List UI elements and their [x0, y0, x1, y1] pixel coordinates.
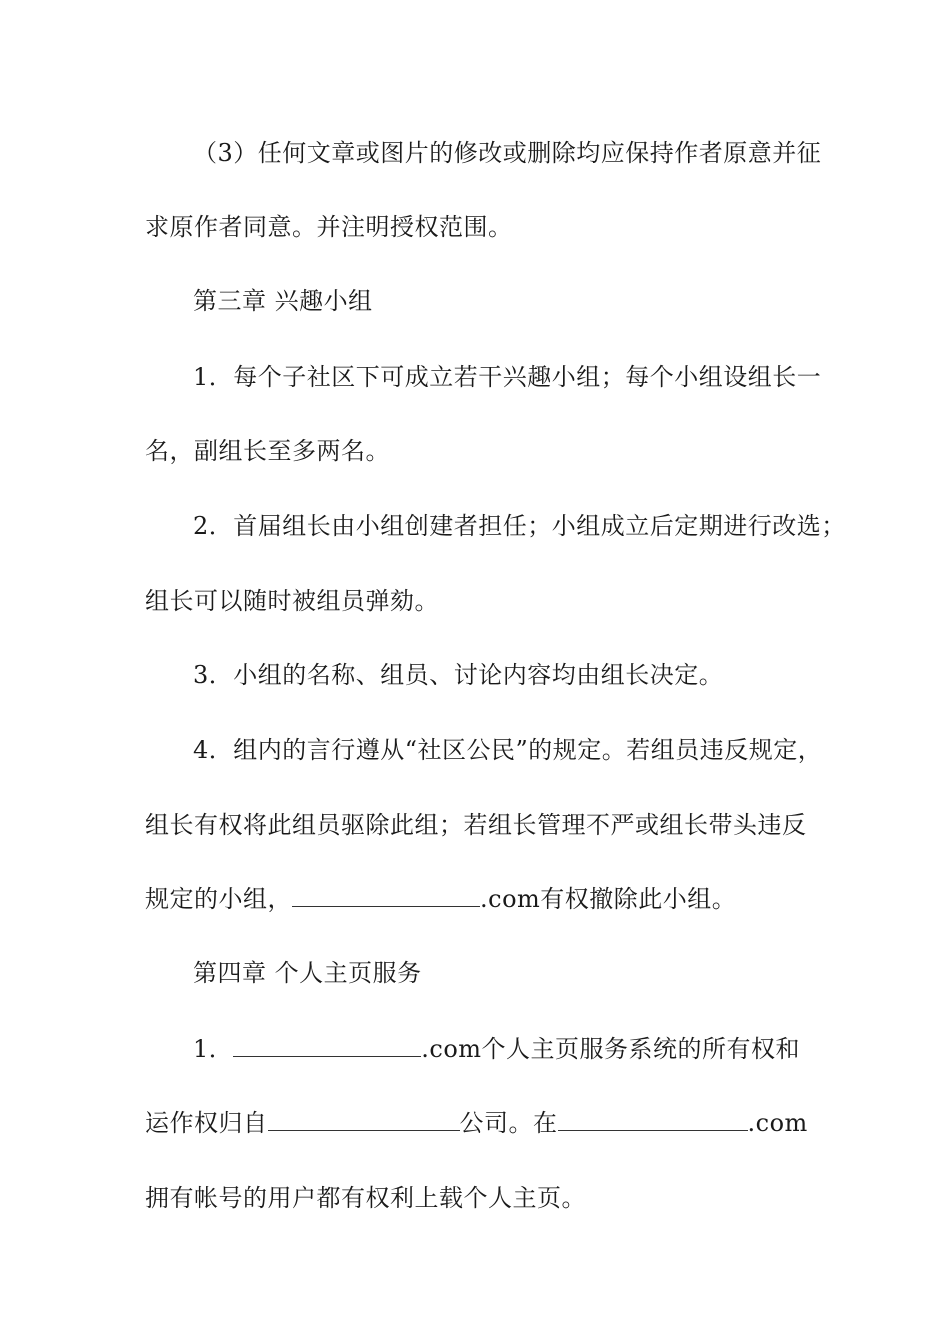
- chapter-heading: 第四章 个人主页服务: [193, 959, 422, 987]
- text-segment: .com有权撤除此小组。: [480, 885, 737, 913]
- text-segment: .com个人主页服务系统的所有权和: [421, 1035, 801, 1063]
- paragraph-line: 拥有帐号的用户都有权利上载个人主页。: [145, 1184, 586, 1212]
- paragraph-line: 求原作者同意。并注明授权范围。: [145, 213, 513, 241]
- paragraph-line: 3．小组的名称、组员、讨论内容均由组长决定。: [193, 661, 724, 689]
- chapter-heading: 第三章 兴趣小组: [193, 287, 373, 315]
- text-segment: .com: [747, 1109, 808, 1137]
- blank-underline: [292, 884, 480, 907]
- text-segment: 公司。在: [459, 1109, 558, 1137]
- paragraph-line: [193, 1034, 800, 1064]
- text-segment: 运作权归自: [145, 1109, 268, 1137]
- paragraph-line: [145, 884, 736, 914]
- paragraph-line: 组长可以随时被组员弹劾。: [145, 587, 439, 615]
- paragraph-line: [145, 1108, 808, 1138]
- blank-underline: [233, 1034, 421, 1057]
- paragraph-line: 2．首届组长由小组创建者担任；小组成立后定期进行改选；: [193, 512, 846, 540]
- text-segment: 1．: [193, 1035, 234, 1063]
- paragraph-line: 组长有权将此组员驱除此组；若组长管理不严或组长带头违反: [145, 811, 807, 839]
- paragraph-line: 名，副组长至多两名。: [145, 437, 390, 465]
- blank-underline: [268, 1108, 460, 1131]
- paragraph-line: （3）任何文章或图片的修改或删除均应保持作者原意并征: [193, 139, 822, 167]
- paragraph-line: 1．每个子社区下可成立若干兴趣小组；每个小组设组长一: [193, 363, 822, 391]
- paragraph-line: 4．组内的言行遵从“社区公民”的规定。若组员违反规定，: [193, 736, 823, 764]
- text-segment: 规定的小组，: [145, 885, 292, 913]
- blank-underline: [558, 1108, 748, 1131]
